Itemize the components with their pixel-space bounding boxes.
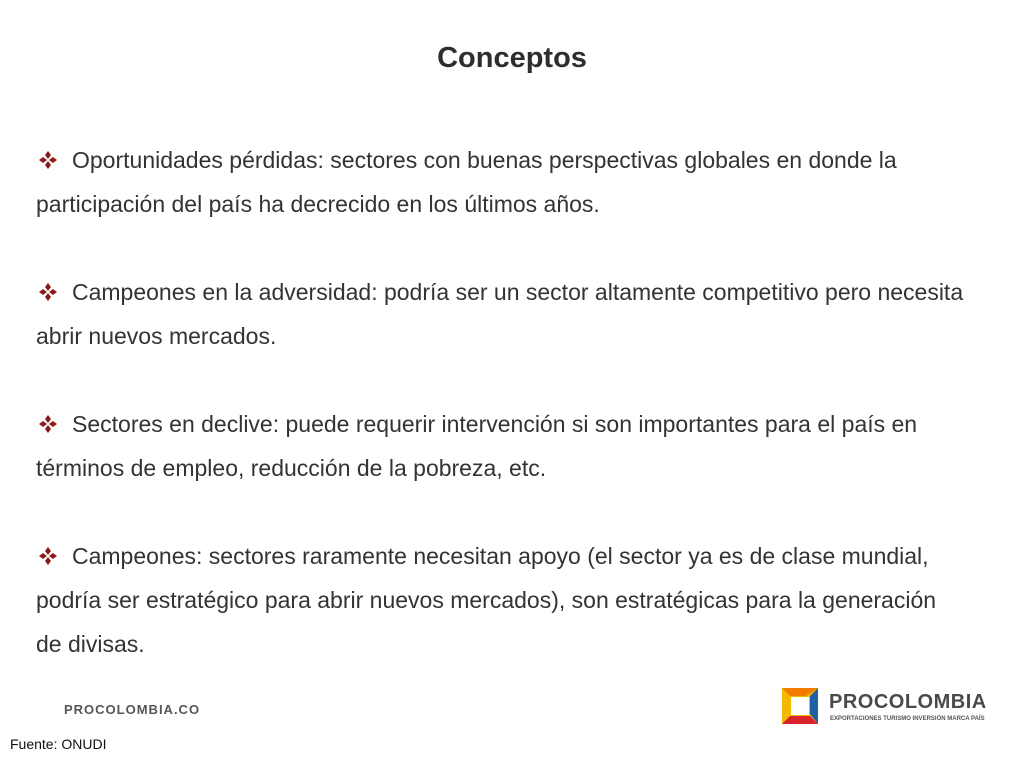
diamond-bullet-icon [38, 414, 58, 434]
bullet-list [36, 138, 966, 666]
bullet-text: Oportunidades pérdidas: sectores con buenas perspectivas globales en donde la participación del país ha decrecido en los últimos años. [36, 147, 897, 217]
bullet-text: Campeones en la adversidad: podría ser un sector altamente competitivo pero necesita abrir nuevos mercados. [36, 279, 964, 349]
logo-name: PROCOLOMBIA [829, 691, 987, 713]
bullet-item [36, 534, 966, 666]
logo-tagline: EXPORTACIONES TURISMO INVERSIÓN MARCA PAÍS [830, 716, 985, 722]
bullet-item [36, 138, 966, 226]
procolombia-logo-mark-icon [782, 688, 818, 724]
bullet-item [36, 402, 966, 490]
slide-title: Conceptos [437, 42, 587, 74]
procolombia-logo [782, 688, 992, 728]
bullet-text: Sectores en declive: puede requerir intervención si son importantes para el país en términos de empleo, reducción de la pobreza, etc. [36, 411, 918, 481]
bullet-item [36, 270, 966, 358]
diamond-bullet-icon [38, 282, 58, 302]
source-note: Fuente: ONUDI [10, 736, 107, 752]
diamond-bullet-icon [38, 546, 58, 566]
diamond-bullet-icon [38, 150, 58, 170]
footer-website: PROCOLOMBIA.CO [64, 702, 201, 717]
bullet-text: Campeones: sectores raramente necesitan apoyo (el sector ya es de clase mundial, podría ser estratégico para abrir nuevos mercados), son estratégicas para la generación de divisas. [36, 543, 937, 657]
